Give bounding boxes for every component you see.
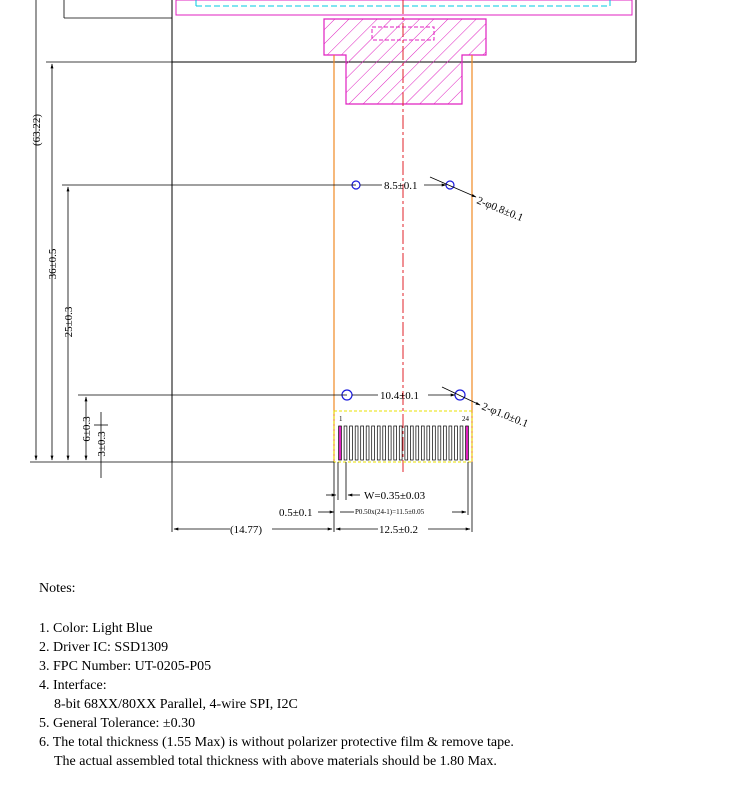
connector-finger — [460, 426, 463, 460]
height-36-label: 36±0.5 — [47, 248, 59, 280]
height-3-label: 3±0.3 — [96, 431, 108, 457]
pin-first-label: 1 — [339, 415, 343, 423]
connector-finger — [433, 426, 436, 460]
pin-width-label: W=0.35±0.03 — [364, 490, 426, 502]
note-item: 2. Driver IC: SSD1309 — [39, 640, 169, 655]
hole-dimensions — [352, 177, 480, 405]
connector-finger — [366, 426, 369, 460]
connector-finger — [455, 426, 458, 460]
connector-finger — [355, 426, 358, 460]
connector-finger — [399, 426, 402, 460]
note-item: 3. FPC Number: UT-0205-P05 — [39, 659, 212, 674]
notes-block — [39, 579, 514, 771]
note-item: 6. The total thickness (1.55 Max) is without polarizer protective film & remove tape. — [39, 735, 514, 750]
note-item: 5. General Tolerance: ±0.30 — [39, 716, 196, 731]
pin-last-label: 24 — [462, 415, 469, 423]
connector-finger — [444, 426, 447, 460]
connector-finger — [449, 426, 452, 460]
connector-finger — [377, 426, 380, 460]
hole-spacing-bottom-label: 10.4±0.1 — [380, 390, 420, 402]
note-item: The actual assembled total thickness with above materials should be 1.80 Max. — [54, 754, 497, 769]
driver-ic-area — [324, 19, 486, 104]
connector-finger — [372, 426, 375, 460]
note-item: 1. Color: Light Blue — [39, 621, 153, 636]
hole-dia-bottom-label: 2-φ1.0±0.1 — [479, 400, 530, 431]
connector-finger — [344, 426, 347, 460]
hole-spacing-top-label: 8.5±0.1 — [384, 180, 418, 192]
connector-finger — [405, 426, 408, 460]
connector-finger — [350, 426, 353, 460]
hole-bottom-right — [455, 390, 465, 400]
vertical-dimensions — [36, 0, 101, 478]
connector-finger — [383, 426, 386, 460]
overall-height-label: (63.22) — [31, 113, 43, 147]
connector-finger — [427, 426, 430, 460]
connector-finger — [438, 426, 441, 460]
note-item: 4. Interface: — [39, 678, 107, 693]
connector-finger — [394, 426, 397, 460]
left-offset-label: (14.77) — [230, 524, 263, 536]
connector-finger — [388, 426, 391, 460]
hole-top-right — [446, 181, 454, 189]
hole-dia-top-label: 2-φ0.8±0.1 — [474, 194, 525, 225]
fpc-width-label: 12.5±0.2 — [379, 524, 419, 536]
notes-title: Notes: — [39, 581, 76, 596]
connector-finger — [421, 426, 424, 460]
connector-finger — [339, 426, 342, 460]
connector-finger — [466, 426, 469, 460]
connector-finger — [410, 426, 413, 460]
connector-finger — [361, 426, 364, 460]
height-6-label: 6±0.3 — [81, 416, 93, 442]
note-item: 8-bit 68XX/80XX Parallel, 4-wire SPI, I2C — [54, 697, 298, 712]
bottom-dimensions — [174, 495, 470, 529]
connector-finger — [416, 426, 419, 460]
pin-pitch-label: P0.50x(24-1)=11.5±0.05 — [355, 508, 425, 516]
edge-offset-label: 0.5±0.1 — [279, 507, 313, 519]
height-25-label: 25±0.3 — [63, 306, 75, 338]
